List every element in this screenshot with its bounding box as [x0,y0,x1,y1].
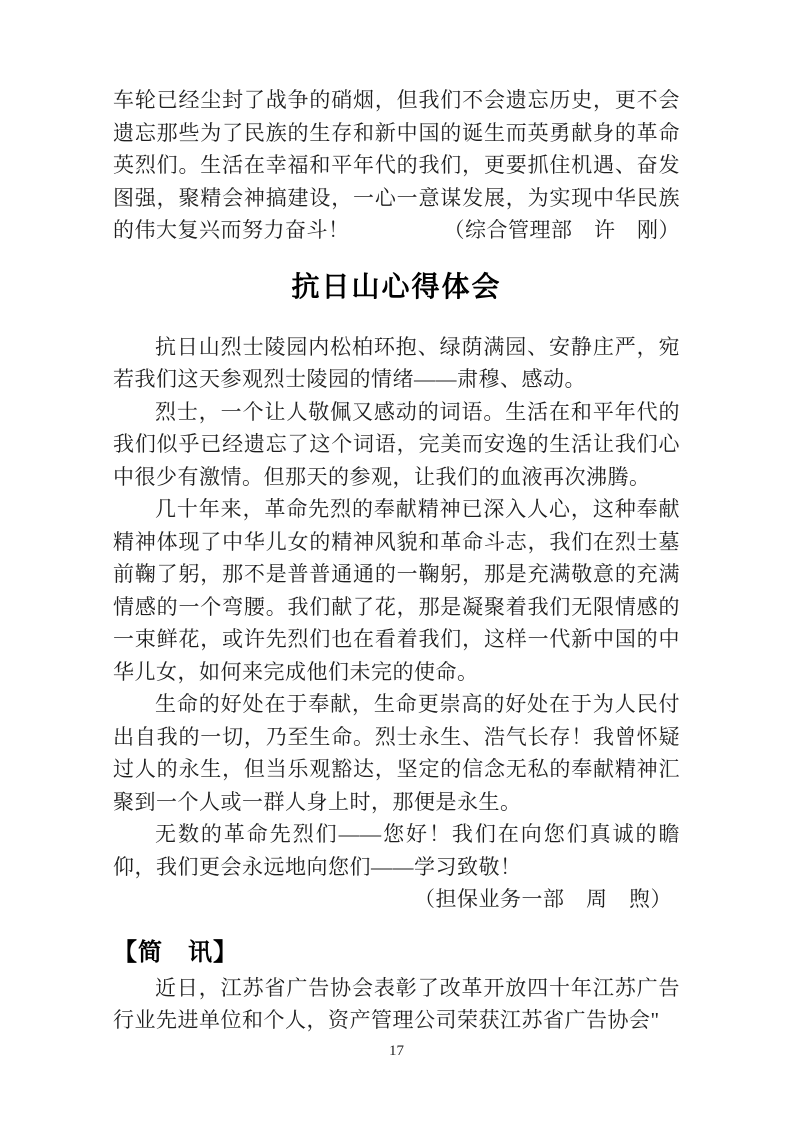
page-number: 17 [389,1043,404,1059]
article-title: 抗日山心得体会 [291,270,502,302]
page-content [113,84,680,1037]
article-paragraph-3: 几十年来，革命先烈的奉献精神已深入人心，这种奉献精神体现了中华儿女的精神风貌和革命斗志，我们在烈士墓前鞠了躬，那不是普普通通的一鞠躬，那是充满敬意的充满情感的一个弯腰。我们献了花，那是凝聚着我们无限情感的一束鲜花，或许先烈们也在看着我们，这样一代新中国的中华儿女，如何来完成他们未完的使命。 [113,497,680,684]
article-paragraph-2: 烈士，一个让人敬佩又感动的词语。生活在和平年代的我们似乎已经遗忘了这个词语，完美而安逸的生活让我们心中很少有激情。但那天的参观，让我们的血液再次沸腾。 [113,399,680,489]
brief-paragraph: 近日，江苏省广告协会表彰了改革开放四十年江苏广告行业先进单位和个人，资产管理公司荣获江苏省广告协会" [113,975,680,1032]
byline-article: （担保业务一部 周 煦） [414,887,672,911]
paragraph-continuation [113,84,680,247]
byline-previous-article: （综合管理部 许 刚） [443,218,680,242]
brief-section-heading: 【简 讯】 [113,938,238,966]
article-paragraph-4: 生命的好处在于奉献，生命更崇高的好处在于为人民付出自我的一切，乃至生命。烈士永生、浩气长存！我曾怀疑过人的永生，但当乐观豁达，坚定的信念无私的奉献精神汇聚到一个人或一群人身上时，那便是永生。 [113,692,680,814]
article-paragraph-5: 无数的革命先烈们——您好！我们在向您们真诚的瞻仰，我们更会永远地向您们——学习致敬！ [113,822,680,879]
continuation-text: 车轮已经尘封了战争的硝烟，但我们不会遗忘历史，更不会遗忘那些为了民族的生存和新中国的诞生而英勇献身的革命英烈们。生活在幸福和平年代的我们，更要抓住机遇、奋发图强，聚精会神搞建设，一心一意谋发展，为实现中华民族的伟大复兴而努力奋斗！ [113,88,680,242]
article-paragraph-1: 抗日山烈士陵园内松柏环抱、绿荫满园、安静庄严，宛若我们这天参观烈士陵园的情绪——肃穆、感动。 [113,334,680,391]
